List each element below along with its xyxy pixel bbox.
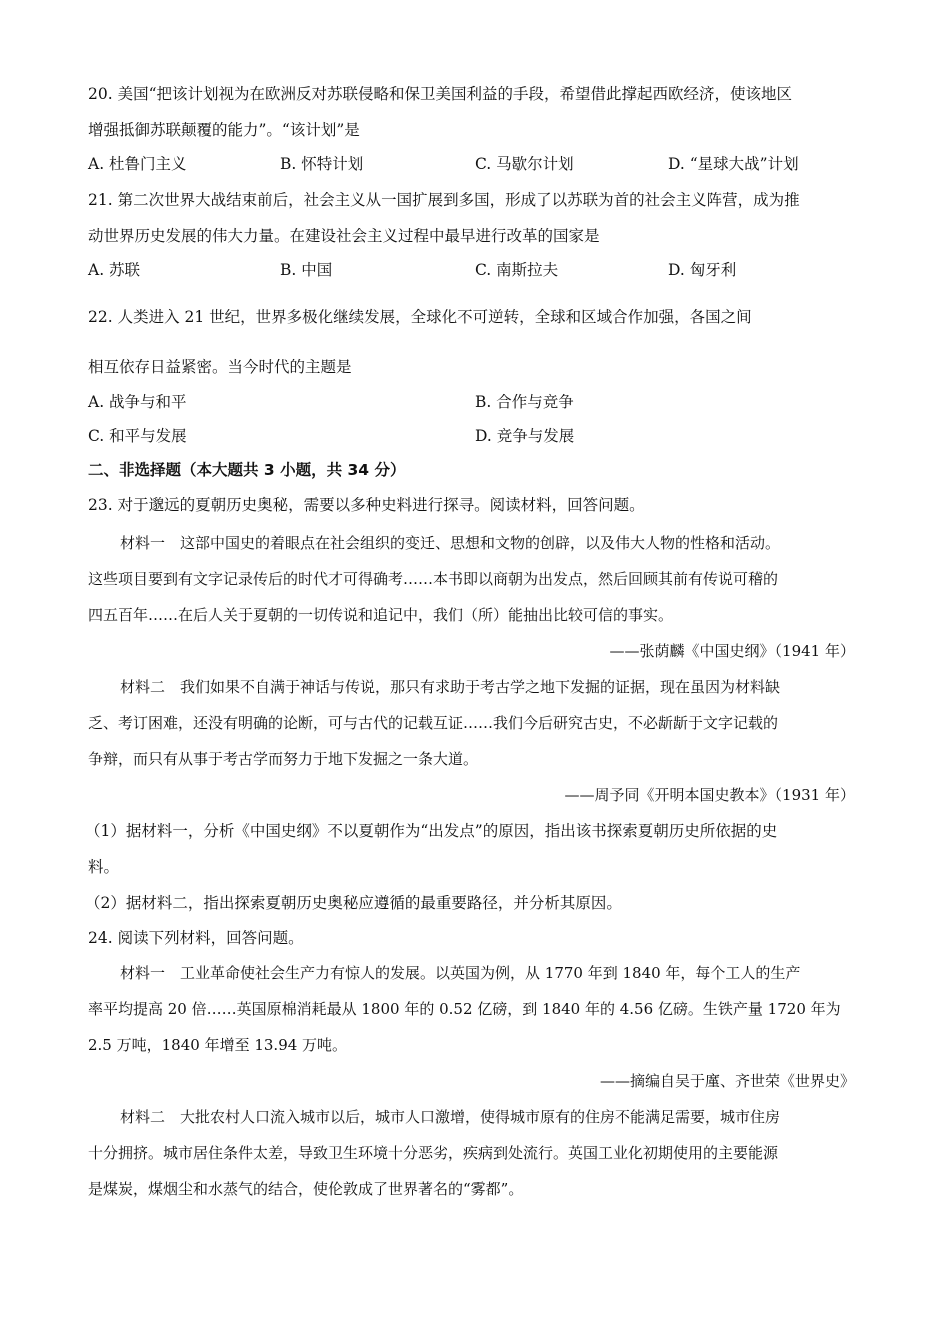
q23-material2-line3: 争辩，而只有从事于考古学而努力于地下发掘之一条大道。 xyxy=(88,750,479,768)
q24-intro: 24. 阅读下列材料，回答问题。 xyxy=(88,929,304,947)
q24-material1-line1: 材料一 工业革命使社会生产力有惊人的发展。以英国为例，从 1770 年到 1840 年，每个工人的生产 xyxy=(120,964,801,982)
q20-option-d: D. “星球大战”计划 xyxy=(668,155,799,173)
q22-option-a: A. 战争与和平 xyxy=(88,393,187,411)
q22-option-d: D. 竞争与发展 xyxy=(475,427,575,445)
q23-intro: 23. 对于邈远的夏朝历史奥秘，需要以多种史料进行探寻。阅读材料，回答问题。 xyxy=(88,496,645,514)
q23-material1-line1: 材料一 这部中国史的着眼点在社会组织的变迁、思想和文物的创辟，以及伟大人物的性格和活动。 xyxy=(120,534,781,552)
q22-option-b: B. 合作与竞争 xyxy=(475,393,574,411)
q21-option-b: B. 中国 xyxy=(280,261,333,279)
q24-material2-line2: 十分拥挤。城市居住条件太差，导致卫生环境十分恶劣，疾病到处流行。英国工业化初期使用的主要能源 xyxy=(88,1144,779,1162)
q23-material1-source: ——张荫麟《中国史纲》（1941 年） xyxy=(609,642,855,660)
q24-material1-source: ——摘编自吴于廑、齐世荣《世界史》 xyxy=(599,1072,855,1090)
q21-option-d: D. 匈牙利 xyxy=(668,261,737,279)
q22-option-c: C. 和平与发展 xyxy=(88,427,187,445)
q21-stem-line1: 21. 第二次世界大战结束前后，社会主义从一国扩展到多国，形成了以苏联为首的社会主义阵营，成为推 xyxy=(88,191,800,209)
q20-stem-line1: 20. 美国“把该计划视为在欧洲反对苏联侵略和保卫美国利益的手段，希望借此撑起西欧经济，使该地区 xyxy=(88,85,793,103)
q23-material2-line2: 乏、考订困难，还没有明确的论断，可与古代的记载互证……我们今后研究古史，不必龂龂于文字记载的 xyxy=(88,714,779,732)
q23-subquestion1-line1: （1）据材料一，分析《中国史纲》不以夏朝作为“出发点”的原因，指出该书探索夏朝历史所依据的史 xyxy=(85,822,778,840)
q21-option-c: C. 南斯拉夫 xyxy=(475,261,559,279)
q21-stem-line2: 动世界历史发展的伟大力量。在建设社会主义过程中最早进行改革的国家是 xyxy=(88,227,600,245)
q23-subquestion2: （2）据材料二，指出探索夏朝历史奥秘应遵循的最重要路径，并分析其原因。 xyxy=(85,894,622,912)
q20-option-c: C. 马歇尔计划 xyxy=(475,155,574,173)
q24-material1-line3: 2.5 万吨，1840 年增至 13.94 万吨。 xyxy=(88,1036,348,1054)
q24-material2-line3: 是煤炭，煤烟尘和水蒸气的结合，使伦敦成了世界著名的“雾都”。 xyxy=(88,1180,524,1198)
q23-subquestion1-line2: 料。 xyxy=(88,858,120,876)
q23-material2-source: ——周予同《开明本国史教本》（1931 年） xyxy=(564,786,855,804)
q20-stem-line2: 增强抵御苏联颠覆的能力”。“该计划”是 xyxy=(88,121,360,139)
q23-material1-line2: 这些项目要到有文字记录传后的时代才可得确考……本书即以商朝为出发点，然后回顾其前有传说可稽的 xyxy=(88,570,779,588)
q21-option-a: A. 苏联 xyxy=(88,261,141,279)
q23-material1-line3: 四五百年……在后人关于夏朝的一切传说和追记中，我们（所）能抽出比较可信的事实。 xyxy=(88,606,674,624)
q20-option-a: A. 杜鲁门主义 xyxy=(88,155,187,173)
q22-stem-line2: 相互依存日益紧密。当今时代的主题是 xyxy=(88,358,352,376)
q22-stem-line1: 22. 人类进入 21 世纪，世界多极化继续发展，全球化不可逆转，全球和区域合作加强，各国之间 xyxy=(88,308,752,326)
q24-material1-line2: 率平均提高 20 倍……英国原棉消耗最从 1800 年的 0.52 亿磅，到 1840 年的 4.56 亿磅。生铁产量 1720 年为 xyxy=(88,1000,841,1018)
q24-material2-line1: 材料二 大批农村人口流入城市以后，城市人口激增，使得城市原有的住房不能满足需要，城市住房 xyxy=(120,1108,781,1126)
q20-option-b: B. 怀特计划 xyxy=(280,155,364,173)
section-heading: 二、非选择题（本大题共 3 小题，共 34 分） xyxy=(88,461,406,479)
q23-material2-line1: 材料二 我们如果不自满于神话与传说，那只有求助于考古学之地下发掘的证据，现在虽因为材料缺 xyxy=(120,678,781,696)
